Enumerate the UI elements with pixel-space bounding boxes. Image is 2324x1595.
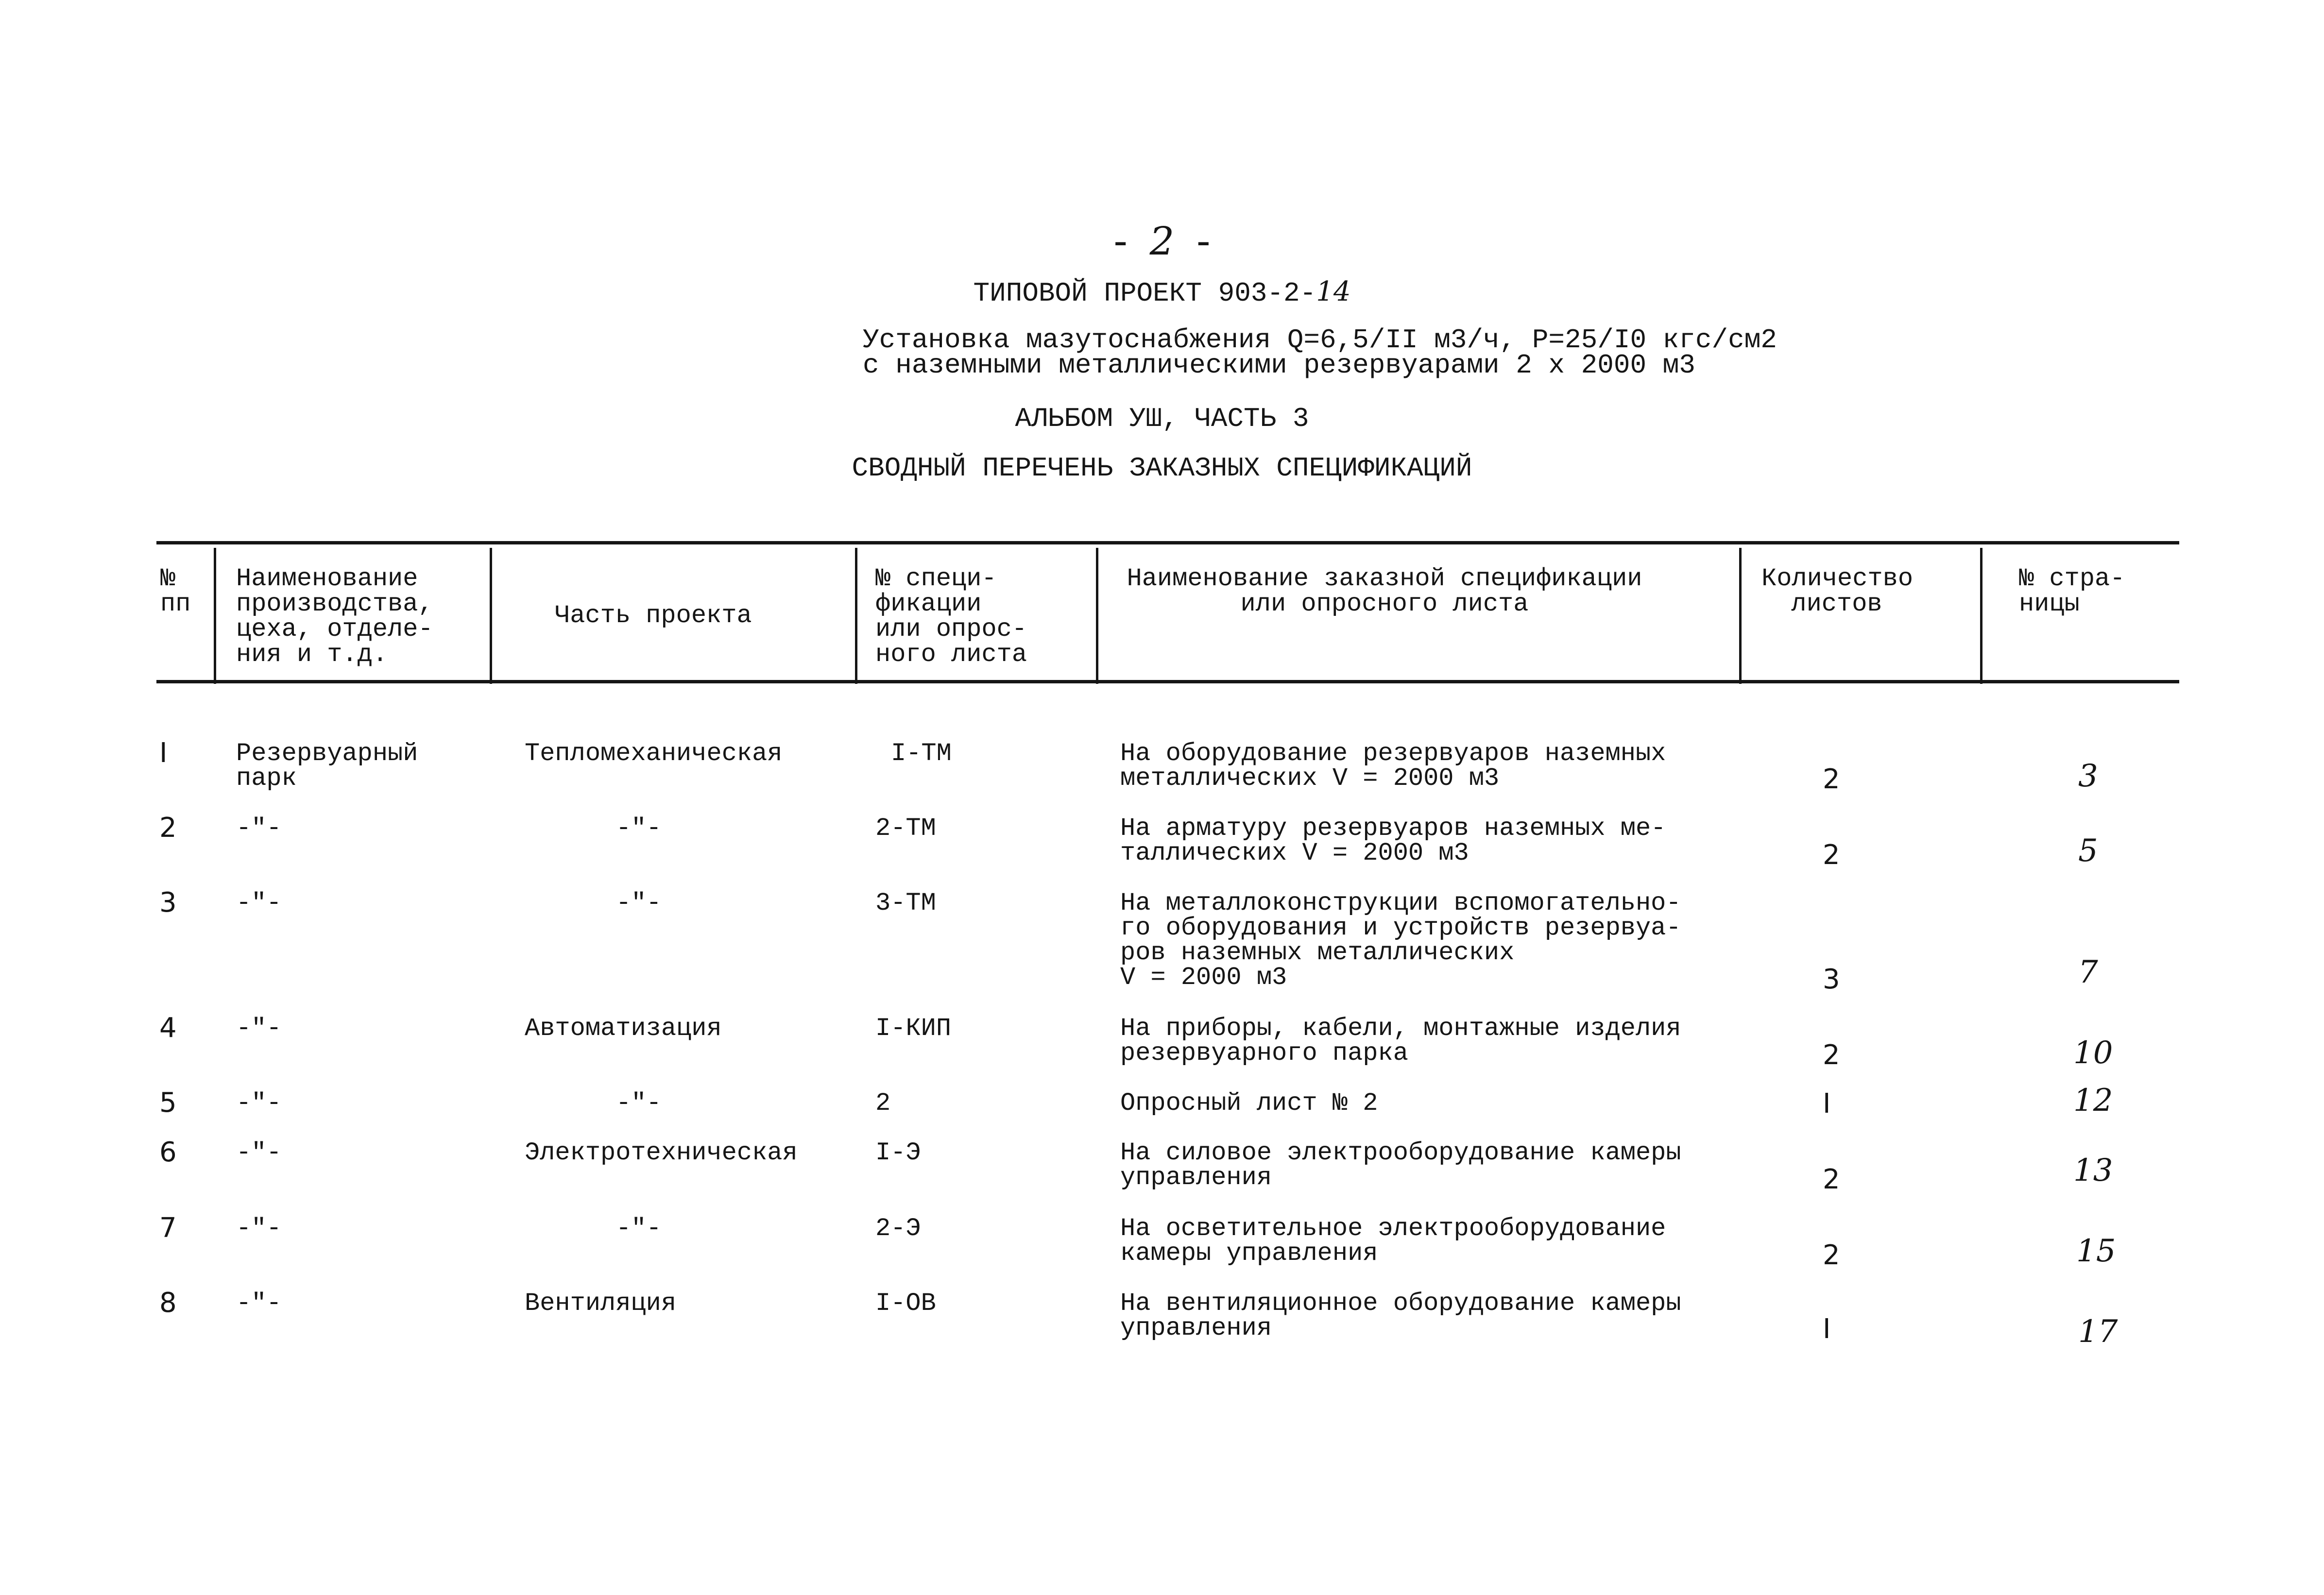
- subtitle-line2: с наземными металлическими резервуарами 2 х 2000 м3: [863, 350, 1695, 381]
- row-page-handwritten: 10: [2073, 1035, 2113, 1071]
- row-sheets: I: [1823, 1088, 1831, 1120]
- header-sheets: Количество листов: [1761, 564, 1914, 618]
- page-dash-left: -: [1113, 219, 1128, 264]
- row-spec-name: На металлоконструкции вспомогательно- го оборудования и устройств резервуа- ров наземных металлических V = 2000 м3: [1120, 889, 1681, 992]
- row-spec-name: На арматуру резервуаров наземных ме- таллических V = 2000 м3: [1120, 814, 1666, 867]
- row-sheets: I: [1823, 1313, 1831, 1345]
- project-label: ТИПОВОЙ ПРОЕКТ 903-2-: [973, 278, 1316, 309]
- row-spec-name: Опросный лист № 2: [1120, 1089, 1378, 1118]
- row-page-handwritten: 12: [2073, 1083, 2113, 1119]
- row-spec-name: На приборы, кабели, монтажные изделия резервуарного парка: [1120, 1014, 1681, 1068]
- col-divider: [1096, 548, 1098, 684]
- row-part: -"-: [616, 1089, 662, 1118]
- page-number: 2: [1149, 219, 1175, 264]
- row-num: 2: [159, 812, 177, 844]
- album-title: АЛЬБОМ УШ, ЧАСТЬ 3: [1015, 403, 1309, 434]
- row-production: -"-: [236, 1214, 282, 1243]
- row-spec: I-Э: [875, 1138, 921, 1167]
- row-sheets: 2: [1823, 764, 1840, 795]
- row-part: Автоматизация: [525, 1014, 722, 1043]
- row-sheets: 2: [1823, 839, 1840, 871]
- row-spec-name: На оборудование резервуаров наземных металлических V = 2000 м3: [1120, 739, 1666, 793]
- header-spec-name: Наименование заказной спецификации или опросного листа: [1127, 564, 1642, 618]
- row-spec: 3-ТМ: [875, 889, 936, 917]
- row-part: -"-: [616, 814, 662, 843]
- row-num: 5: [159, 1087, 177, 1119]
- row-production: -"-: [236, 1089, 282, 1118]
- row-spec: I-ОВ: [875, 1289, 936, 1318]
- row-spec: I-ТМ: [891, 739, 952, 768]
- row-num: 4: [159, 1012, 177, 1044]
- row-production: -"-: [236, 1014, 282, 1043]
- row-spec: I-КИП: [875, 1014, 952, 1043]
- row-part: -"-: [616, 889, 662, 917]
- header-spec-num: № специ- фикации или опрос- ного листа: [875, 564, 1027, 669]
- row-production: -"-: [236, 814, 282, 843]
- col-divider: [1980, 548, 1982, 684]
- row-num: 7: [159, 1212, 177, 1244]
- row-sheets: 2: [1823, 1239, 1840, 1271]
- row-page-handwritten: 15: [2076, 1233, 2116, 1269]
- page-number-line: [0, 219, 2324, 264]
- table-top-rule: [156, 541, 2179, 544]
- subtitle-line1: Установка мазутоснабжения Q=6,5/II м3/ч, Р=25/I0 кгс/см2: [863, 324, 1777, 356]
- row-page-handwritten: 5: [2078, 833, 2098, 869]
- row-num: I: [159, 737, 168, 769]
- row-page-handwritten: 17: [2078, 1314, 2118, 1350]
- row-spec-name: На вентиляционное оборудование камеры управления: [1120, 1289, 1681, 1342]
- col-divider: [214, 548, 216, 684]
- row-part: Электротехническая: [525, 1138, 798, 1167]
- row-spec: 2-Э: [875, 1214, 921, 1243]
- row-num: 6: [159, 1137, 177, 1168]
- list-title: СВОДНЫЙ ПЕРЕЧЕНЬ ЗАКАЗНЫХ СПЕЦИФИКАЦИЙ: [852, 453, 1472, 484]
- row-num: 8: [159, 1287, 177, 1319]
- col-divider: [1739, 548, 1742, 684]
- header-page: № стра- ницы: [2019, 564, 2125, 618]
- row-production: Резервуарный парк: [236, 739, 418, 793]
- row-part: -"-: [616, 1214, 662, 1243]
- header-part: Часть проекта: [555, 601, 752, 630]
- row-sheets: 2: [1823, 1164, 1840, 1195]
- row-spec-name: На осветительное электрооборудование камеры управления: [1120, 1214, 1666, 1268]
- row-spec: 2-ТМ: [875, 814, 936, 843]
- col-divider: [855, 548, 857, 684]
- table-header-rule: [156, 680, 2179, 683]
- row-page-handwritten: 13: [2073, 1153, 2113, 1188]
- row-num: 3: [159, 887, 177, 918]
- project-number-handwritten: 14: [1316, 276, 1351, 307]
- row-spec-name: На силовое электрооборудование камеры управления: [1120, 1138, 1681, 1192]
- row-spec: 2: [875, 1089, 891, 1118]
- page-dash-right: -: [1196, 219, 1211, 264]
- header-production: Наименование производства, цеха, отделе- ния и т.д.: [236, 564, 433, 669]
- row-production: -"-: [236, 1289, 282, 1318]
- row-sheets: 3: [1823, 964, 1840, 995]
- row-page-handwritten: 3: [2078, 758, 2098, 794]
- row-production: -"-: [236, 889, 282, 917]
- header-num: № пп: [160, 564, 191, 618]
- row-part: Тепломеханическая: [525, 739, 783, 768]
- col-divider: [490, 548, 492, 684]
- project-title: [0, 276, 2324, 309]
- row-part: Вентиляция: [525, 1289, 677, 1318]
- row-page-handwritten: 7: [2078, 954, 2098, 990]
- row-production: -"-: [236, 1138, 282, 1167]
- row-sheets: 2: [1823, 1039, 1840, 1071]
